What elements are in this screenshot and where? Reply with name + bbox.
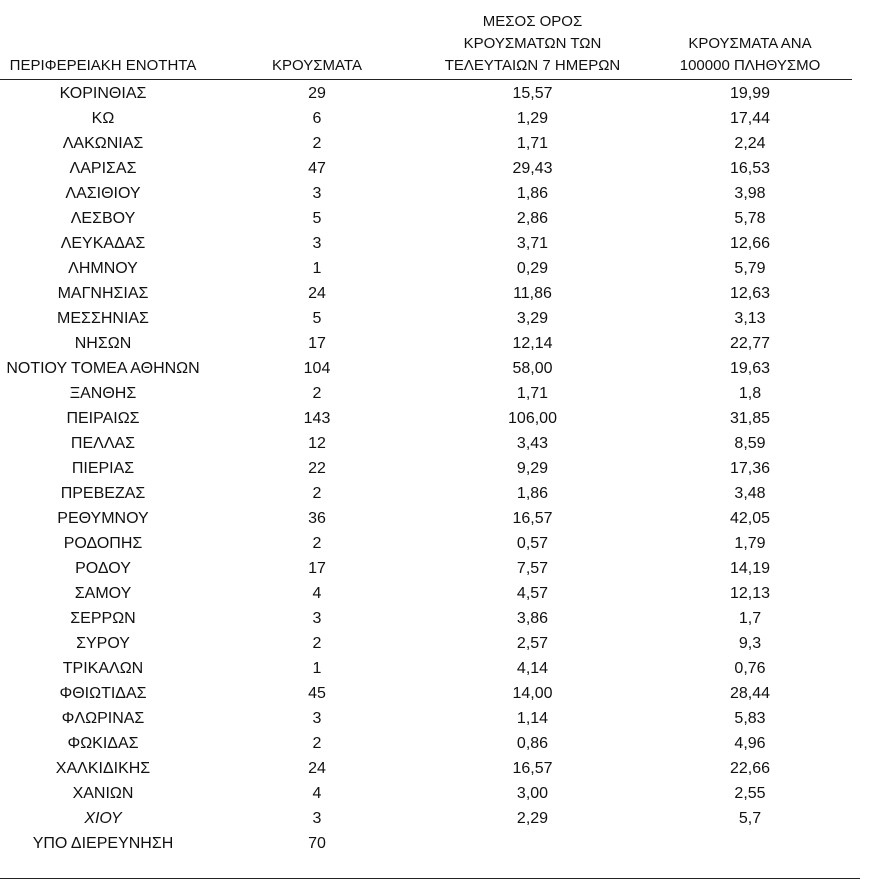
cell-cases: 24 xyxy=(308,760,326,777)
cell-cases: 1 xyxy=(312,660,322,677)
table-row xyxy=(0,531,880,556)
table-row xyxy=(0,331,880,356)
cell-cases: 4 xyxy=(312,585,322,602)
cell-avg7: 106,00 xyxy=(508,410,557,427)
cell-per100k: 3,98 xyxy=(734,185,766,202)
header-avg7 xyxy=(425,11,640,77)
cell-avg7: 11,86 xyxy=(513,285,552,302)
cell-cases: 3 xyxy=(312,185,322,202)
cell-region: ΚΩ xyxy=(91,110,115,127)
table-row xyxy=(0,631,880,656)
cell-per100k: 22,66 xyxy=(729,760,771,777)
bottom-divider xyxy=(0,878,860,879)
cell-region: ΠΕΛΛΑΣ xyxy=(70,435,136,452)
cell-per100k: 2,55 xyxy=(734,785,766,802)
cell-per100k: 42,05 xyxy=(729,510,771,527)
table-row xyxy=(0,731,880,756)
table-row xyxy=(0,431,880,456)
header-cases xyxy=(232,55,402,77)
cell-region: ΧΑΛΚΙΔΙΚΗΣ xyxy=(55,760,151,777)
cell-per100k: 5,83 xyxy=(734,710,766,727)
cell-region: ΡΟΔΟΥ xyxy=(75,560,131,577)
cell-cases: 2 xyxy=(312,635,322,652)
cell-cases: 36 xyxy=(308,510,326,527)
cell-region: ΧΑΝΙΩΝ xyxy=(72,785,134,802)
cell-avg7: 14,00 xyxy=(512,685,553,702)
table-row xyxy=(0,781,880,806)
cell-cases: 17 xyxy=(308,560,326,577)
cell-per100k: 1,8 xyxy=(738,385,762,402)
cell-cases: 2 xyxy=(312,385,322,402)
cell-region: ΧΙΟΥ xyxy=(84,810,122,827)
cell-cases: 3 xyxy=(312,710,322,727)
cell-cases: 3 xyxy=(312,810,322,827)
cell-region: ΚΟΡΙΝΘΙΑΣ xyxy=(59,85,147,102)
cell-cases: 5 xyxy=(312,210,322,227)
table-row xyxy=(0,506,880,531)
cell-per100k: 17,44 xyxy=(729,110,771,127)
cell-cases: 17 xyxy=(308,335,326,352)
cell-per100k: 12,63 xyxy=(729,285,771,302)
table-row xyxy=(0,106,880,131)
cell-region: ΦΩΚΙΔΑΣ xyxy=(67,735,139,752)
cell-region: ΣΕΡΡΩΝ xyxy=(70,610,136,627)
table-row xyxy=(0,156,880,181)
cell-region: ΛΕΥΚΑΔΑΣ xyxy=(60,235,146,252)
table-row xyxy=(0,806,880,831)
cell-avg7: 15,57 xyxy=(512,85,553,102)
header-avg7-line2: ΚΡΟΥΣΜΑΤΩΝ ΤΩΝ xyxy=(463,35,602,52)
header-region-label: ΠΕΡΙΦΕΡΕΙΑΚΗ ΕΝΟΤΗΤΑ xyxy=(9,57,197,74)
cell-cases: 47 xyxy=(308,160,326,177)
header-per100k-line2: 100000 ΠΛΗΘΥΣΜΟ xyxy=(679,57,821,74)
cell-avg7: 29,43 xyxy=(512,160,553,177)
cell-cases: 6 xyxy=(312,110,322,127)
cell-region: ΦΘΙΩΤΙΔΑΣ xyxy=(59,685,147,702)
header-divider xyxy=(0,79,852,80)
cell-cases: 5 xyxy=(312,310,322,327)
cell-region: ΡΟΔΟΠΗΣ xyxy=(63,535,143,552)
cell-per100k: 19,99 xyxy=(729,85,771,102)
table-row xyxy=(0,356,880,381)
table-row xyxy=(0,581,880,606)
cell-avg7: 3,29 xyxy=(516,310,549,327)
cell-cases: 3 xyxy=(312,610,322,627)
cell-region: ΛΑΡΙΣΑΣ xyxy=(69,160,137,177)
cell-per100k: 5,78 xyxy=(734,210,766,227)
cell-cases: 29 xyxy=(308,85,326,102)
cell-region: ΛΑΣΙΘΙΟΥ xyxy=(65,185,141,202)
cell-avg7: 4,57 xyxy=(516,585,549,602)
cell-region: ΛΗΜΝΟΥ xyxy=(68,260,138,277)
cell-avg7: 0,57 xyxy=(516,535,549,552)
table-row xyxy=(0,306,880,331)
cell-avg7: 9,29 xyxy=(516,460,549,477)
table-row xyxy=(0,556,880,581)
cell-avg7: 0,86 xyxy=(516,735,549,752)
cell-cases: 12 xyxy=(308,435,326,452)
cell-per100k: 4,96 xyxy=(734,735,766,752)
table-row xyxy=(0,131,880,156)
cell-avg7: 1,71 xyxy=(516,135,549,152)
cell-per100k: 14,19 xyxy=(729,560,771,577)
cell-avg7: 3,43 xyxy=(516,435,549,452)
cell-avg7: 16,57 xyxy=(512,510,553,527)
table-body xyxy=(0,81,880,856)
cell-cases: 70 xyxy=(308,835,326,852)
table-row xyxy=(0,381,880,406)
table-row xyxy=(0,181,880,206)
cell-cases: 22 xyxy=(308,460,326,477)
cell-cases: 1 xyxy=(312,260,322,277)
cell-region: ΣΑΜΟΥ xyxy=(74,585,132,602)
cell-region: ΤΡΙΚΑΛΩΝ xyxy=(62,660,144,677)
cell-avg7: 1,71 xyxy=(516,385,549,402)
table-header xyxy=(0,0,880,80)
cell-region: ΛΑΚΩΝΙΑΣ xyxy=(62,135,144,152)
cell-avg7: 1,86 xyxy=(516,185,549,202)
cell-avg7: 3,71 xyxy=(516,235,549,252)
header-per100k xyxy=(640,33,860,77)
cell-per100k: 0,76 xyxy=(734,660,766,677)
table-row xyxy=(0,756,880,781)
table-row xyxy=(0,606,880,631)
cell-avg7: 12,14 xyxy=(512,335,553,352)
table-row xyxy=(0,231,880,256)
cell-per100k: 12,66 xyxy=(729,235,771,252)
cell-avg7: 58,00 xyxy=(512,360,553,377)
cell-per100k: 9,3 xyxy=(738,635,762,652)
cell-region: ΛΕΣΒΟΥ xyxy=(70,210,136,227)
cell-cases: 2 xyxy=(312,485,322,502)
cell-region: ΠΕΙΡΑΙΩΣ xyxy=(66,410,140,427)
header-cases-label: ΚΡΟΥΣΜΑΤΑ xyxy=(272,57,362,74)
table-row xyxy=(0,831,880,856)
cell-avg7: 3,86 xyxy=(516,610,549,627)
cell-region: ΞΑΝΘΗΣ xyxy=(69,385,137,402)
table-row xyxy=(0,81,880,106)
cell-region: ΦΛΩΡΙΝΑΣ xyxy=(61,710,145,727)
cell-cases: 3 xyxy=(312,235,322,252)
cell-avg7: 2,57 xyxy=(516,635,549,652)
cell-cases: 45 xyxy=(308,685,326,702)
cell-region: ΥΠΟ ΔΙΕΡΕΥΝΗΣΗ xyxy=(32,835,174,852)
cell-per100k: 22,77 xyxy=(729,335,771,352)
cell-region: ΠΡΕΒΕΖΑΣ xyxy=(60,485,146,502)
cell-per100k: 5,79 xyxy=(734,260,766,277)
cell-avg7: 1,86 xyxy=(516,485,549,502)
table-row xyxy=(0,481,880,506)
cell-region: ΜΕΣΣΗΝΙΑΣ xyxy=(57,310,149,327)
header-avg7-line1: ΜΕΣΟΣ ΟΡΟΣ xyxy=(482,13,583,30)
cell-region: ΠΙΕΡΙΑΣ xyxy=(71,460,135,477)
cell-cases: 24 xyxy=(308,285,326,302)
cell-region: ΝΗΣΩΝ xyxy=(74,335,132,352)
cell-cases: 2 xyxy=(312,535,322,552)
cell-region: ΜΑΓΝΗΣΙΑΣ xyxy=(57,285,149,302)
cell-per100k: 16,53 xyxy=(729,160,771,177)
cell-cases: 2 xyxy=(312,135,322,152)
cell-per100k: 19,63 xyxy=(729,360,771,377)
cell-region: ΝΟΤΙΟΥ ΤΟΜΕΑ ΑΘΗΝΩΝ xyxy=(6,360,200,377)
table-row xyxy=(0,681,880,706)
header-region xyxy=(0,55,218,77)
cell-per100k: 31,85 xyxy=(729,410,771,427)
table-row xyxy=(0,256,880,281)
cell-cases: 143 xyxy=(303,410,331,427)
cell-per100k: 28,44 xyxy=(729,685,771,702)
table-row xyxy=(0,706,880,731)
cell-region: ΣΥΡΟΥ xyxy=(76,635,130,652)
table-row xyxy=(0,656,880,681)
cell-per100k: 3,48 xyxy=(734,485,766,502)
cell-cases: 4 xyxy=(312,785,322,802)
cell-per100k: 2,24 xyxy=(734,135,766,152)
table-row xyxy=(0,456,880,481)
cell-per100k: 5,7 xyxy=(738,810,762,827)
table-row xyxy=(0,406,880,431)
cell-per100k: 1,79 xyxy=(734,535,766,552)
header-avg7-line3: ΤΕΛΕΥΤΑΙΩΝ 7 ΗΜΕΡΩΝ xyxy=(444,57,621,74)
cell-avg7: 1,14 xyxy=(516,710,549,727)
cell-region: ΡΕΘΥΜΝΟΥ xyxy=(57,510,149,527)
cell-cases: 2 xyxy=(312,735,322,752)
cell-per100k: 12,13 xyxy=(729,585,771,602)
cell-per100k: 17,36 xyxy=(729,460,771,477)
header-per100k-line1: ΚΡΟΥΣΜΑΤΑ ΑΝΑ xyxy=(688,35,812,52)
cell-cases: 104 xyxy=(303,360,331,377)
cell-avg7: 16,57 xyxy=(512,760,553,777)
table-row xyxy=(0,281,880,306)
cell-avg7: 3,00 xyxy=(516,785,549,802)
cell-avg7: 0,29 xyxy=(516,260,549,277)
cell-avg7: 1,29 xyxy=(516,110,549,127)
cell-avg7: 4,14 xyxy=(516,660,549,677)
cell-avg7: 2,86 xyxy=(516,210,549,227)
cell-per100k: 1,7 xyxy=(738,610,762,627)
cell-per100k: 3,13 xyxy=(734,310,766,327)
table-row xyxy=(0,206,880,231)
cell-avg7: 7,57 xyxy=(516,560,549,577)
cell-per100k: 8,59 xyxy=(734,435,766,452)
cell-avg7: 2,29 xyxy=(516,810,549,827)
